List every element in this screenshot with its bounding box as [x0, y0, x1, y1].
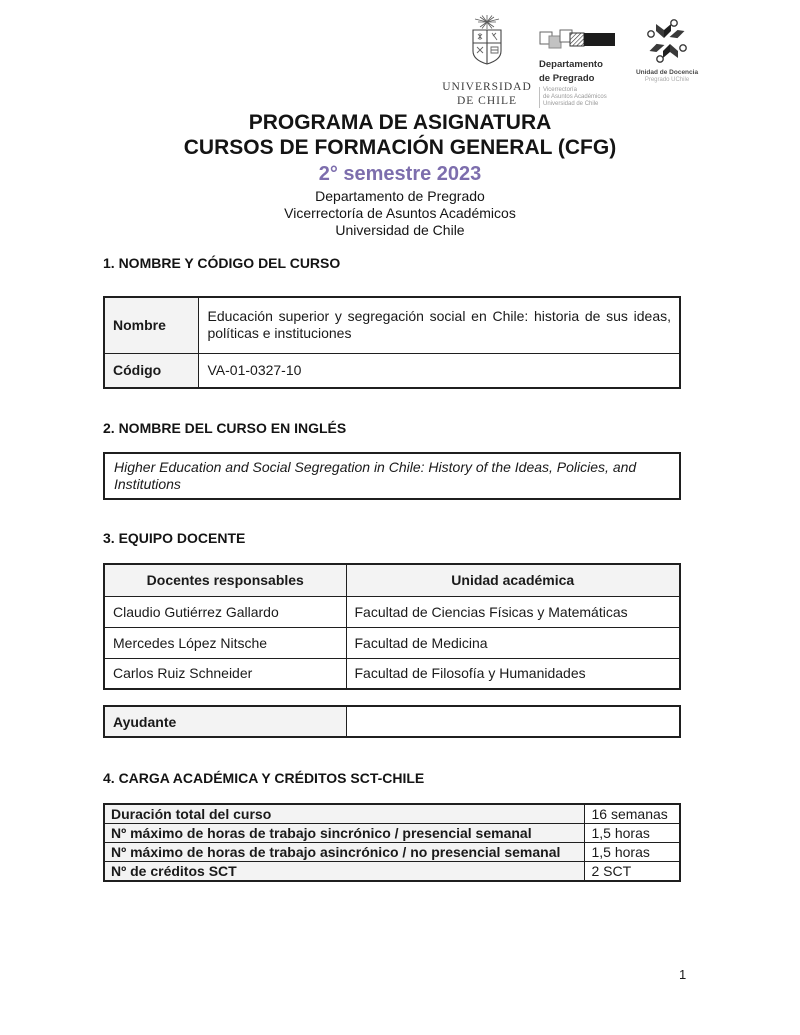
- title-block: [0, 110, 800, 238]
- table-row: [104, 843, 680, 862]
- table-row: [104, 627, 680, 658]
- english-course-name-box: Higher Education and Social Segregation in Chile: History of the Ideas, Policies, and Institutions: [103, 452, 681, 500]
- section1-heading: 1. NOMBRE Y CÓDIGO DEL CURSO: [103, 255, 341, 271]
- docente-name: Claudio Gutiérrez Gallardo: [104, 596, 346, 627]
- uchile-crest-icon: [462, 13, 512, 75]
- section4-heading: 4. CARGA ACADÉMICA Y CRÉDITOS SCT-CHILE: [103, 770, 425, 786]
- carga-label: Nº máximo de horas de trabajo sincrónico / presencial semanal: [104, 824, 584, 843]
- table-row: [104, 297, 680, 353]
- docencia-logo-text-line1: Unidad de Docencia: [635, 69, 699, 76]
- table-header-row: [104, 564, 680, 596]
- pregrado-logo-subtext: [539, 87, 625, 108]
- table-row: [104, 862, 680, 882]
- departamento-pregrado-logo: [539, 13, 625, 108]
- table-row: [104, 706, 680, 737]
- ayudante-value: [346, 706, 680, 737]
- docente-name: Carlos Ruiz Schneider: [104, 658, 346, 689]
- pregrado-logo-subtext-line1: Vicerrectoría: [543, 87, 577, 93]
- pregrado-logo-title-line1: Departamento: [539, 59, 603, 70]
- docente-unidad: Facultad de Ciencias Físicas y Matemáticas: [346, 596, 680, 627]
- section3-heading: 3. EQUIPO DOCENTE: [103, 530, 246, 546]
- carga-label: Nº máximo de horas de trabajo asincrónico / no presencial semanal: [104, 843, 584, 862]
- carga-label: Duración total del curso: [104, 804, 584, 824]
- carga-value: 1,5 horas: [584, 824, 680, 843]
- docente-name: Mercedes López Nitsche: [104, 627, 346, 658]
- pregrado-logo-title-line2: de Pregrado: [539, 72, 595, 84]
- nombre-value: Educación superior y segregación social en Chile: historia de sus ideas, políticas e instituciones: [198, 297, 680, 353]
- semester-label: 2° semestre 2023: [318, 163, 482, 185]
- docencia-logo-text-line2: Pregrado UChile: [644, 77, 690, 83]
- pregrado-squares-icon: [539, 28, 619, 52]
- section2-heading: 2. NOMBRE DEL CURSO EN INGLÉS: [103, 420, 347, 436]
- table-row: [104, 353, 680, 388]
- assistant-table: [103, 705, 681, 738]
- header-logos: [441, 13, 703, 108]
- table-row: [104, 824, 680, 843]
- pregrado-logo-subtext-line2: de Asuntos Académicos: [543, 94, 607, 100]
- carga-label: Nº de créditos SCT: [104, 862, 584, 882]
- document-title-line2: CURSOS DE FORMACIÓN GENERAL (CFG): [183, 136, 617, 159]
- table-row: [104, 804, 680, 824]
- docente-unidad: Facultad de Medicina: [346, 627, 680, 658]
- docencia-pinwheel-icon: [644, 18, 690, 64]
- ayudante-label: Ayudante: [104, 706, 346, 737]
- column-header-docentes: Docentes responsables: [104, 564, 346, 596]
- column-header-unidad: Unidad académica: [346, 564, 680, 596]
- codigo-label: Código: [104, 353, 198, 388]
- document-title-line1: PROGRAMA DE ASIGNATURA: [248, 111, 552, 134]
- teaching-team-table: [103, 563, 681, 690]
- course-name-code-table: [103, 296, 681, 389]
- table-row: [104, 658, 680, 689]
- carga-value: 1,5 horas: [584, 843, 680, 862]
- unidad-docencia-logo: [631, 13, 703, 84]
- subtitle-vicerrectoria: Vicerrectoría de Asuntos Académicos: [284, 205, 516, 221]
- subtitle-universidad: Universidad de Chile: [335, 222, 465, 238]
- table-row: [104, 596, 680, 627]
- page-number: 1: [679, 967, 687, 982]
- carga-value: 16 semanas: [584, 804, 680, 824]
- nombre-label: Nombre: [104, 297, 198, 353]
- pregrado-logo-subtext-line3: Universidad de Chile: [543, 101, 599, 107]
- uchile-logo-text-line1: UNIVERSIDAD: [442, 81, 532, 93]
- universidad-de-chile-logo: [441, 13, 533, 108]
- academic-load-table: [103, 803, 681, 882]
- subtitle-departamento: Departamento de Pregrado: [315, 188, 485, 204]
- codigo-value: VA-01-0327-10: [198, 353, 680, 388]
- docente-unidad: Facultad de Filosofía y Humanidades: [346, 658, 680, 689]
- uchile-logo-text-line2: DE CHILE: [456, 95, 518, 107]
- carga-value: 2 SCT: [584, 862, 680, 882]
